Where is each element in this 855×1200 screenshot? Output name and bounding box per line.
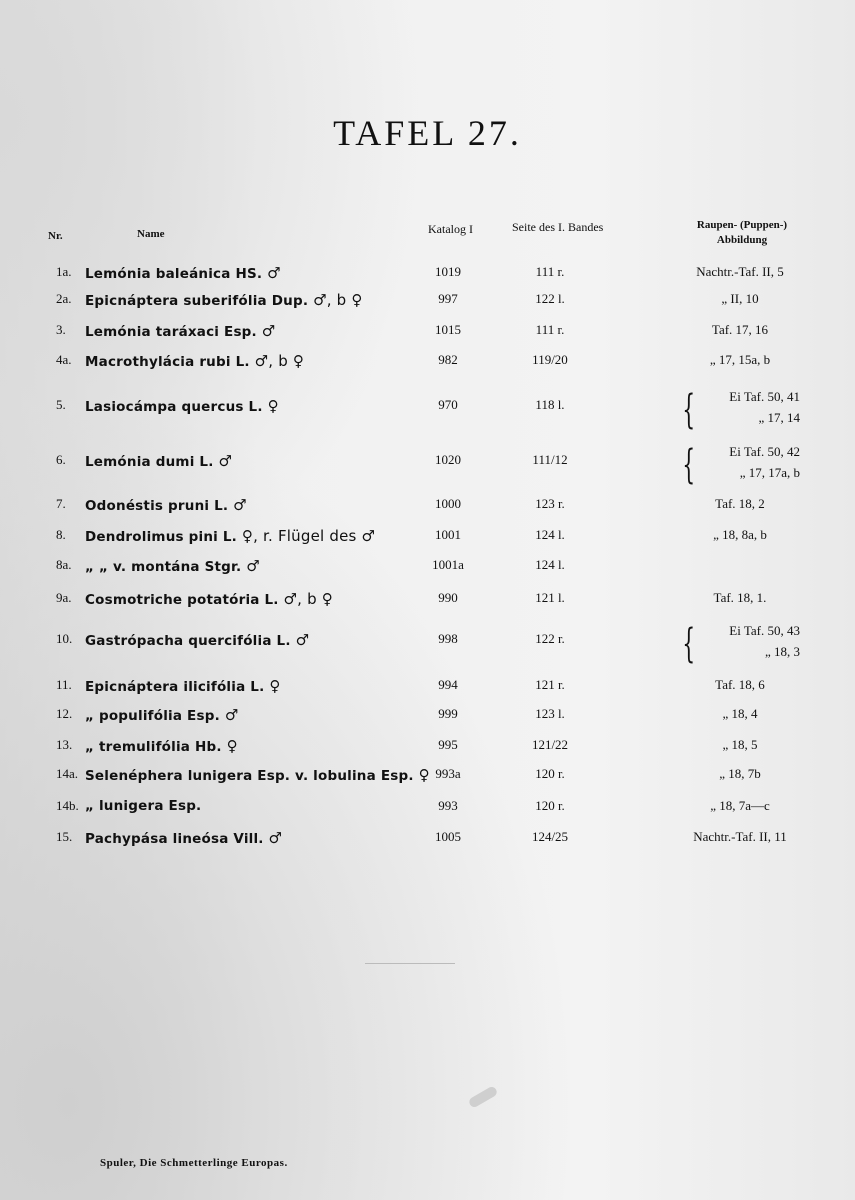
species-name: „ tremulifólia Hb. [85,739,222,755]
sex-symbol: ♂, b ♀ [254,352,305,370]
sex-symbol: ♂ [268,829,283,847]
sex-symbol: ♂ [295,631,310,649]
katalog-number: 993a [435,766,461,781]
page-title: TAFEL 27. [333,113,522,153]
raupen-line1: Ei Taf. 50, 42 [729,444,800,459]
table-row [0,706,855,730]
sex-symbol: ♂ [261,322,276,340]
katalog-number: 993 [438,798,458,813]
seite-reference: 124 l. [535,557,565,572]
row-number: 14b. [56,798,79,813]
sex-symbol: ♂ [246,557,260,575]
row-number: 13. [56,737,73,752]
row-number: 8. [56,527,66,542]
species-name-cell [85,397,279,415]
species-name: Macrothylácia rubi L. [85,354,250,370]
species-name-cell [85,737,238,755]
raupen-reference: „ 18, 8a, b [713,527,767,542]
species-name: „ lunigera Esp. [85,798,202,814]
species-name-cell [85,590,333,608]
row-number: 9a. [56,590,72,605]
species-name-cell [85,352,304,370]
species-name-cell [85,264,281,282]
species-name: Epicnáptera ilicifólia L. [85,679,265,695]
species-name: Lemónia dumi L. [85,454,214,470]
sex-symbol: ♂, b ♀ [313,291,363,309]
footer-citation: Spuler, Die Schmetterlinge Europas. [100,1157,288,1169]
species-name: Lemónia baleánica HS. [85,266,263,282]
seite-reference: 120 r. [535,798,565,813]
species-name: Lasiocámpa quercus L. [85,399,263,415]
sex-symbol: ♀ [418,766,430,784]
sex-symbol: ♂ [233,496,247,514]
table-row [0,264,855,288]
row-number: 8a. [56,557,72,572]
katalog-number: 982 [438,352,458,367]
katalog-number: 1020 [435,452,461,467]
table-row [0,590,855,614]
species-name-cell [85,557,260,575]
table-row [0,322,855,346]
katalog-number: 1000 [435,496,461,511]
table-row [0,387,855,433]
table-row [0,557,855,581]
raupen-reference: „ 17, 15a, b [709,352,771,367]
ink-smudge [468,1085,499,1109]
katalog-number: 999 [438,706,458,721]
raupen-reference: „ II, 10 [721,291,759,306]
raupen-reference: Taf. 18, 6 [715,677,765,692]
species-name-cell [85,677,281,695]
species-name-cell [85,829,282,847]
seite-reference: 121/22 [531,737,569,752]
katalog-number: 998 [438,631,458,646]
sex-symbol: ♀ [269,677,281,695]
row-number: 3. [56,322,66,337]
katalog-number: 1005 [435,829,461,844]
katalog-number: 1001a [432,557,464,572]
header-raupen-line2: Abbildung [716,234,768,246]
species-name: Cosmotriche potatória L. [85,592,279,608]
species-name: Epicnáptera suberifólia Dup. [85,293,309,309]
sex-symbol: ♂ [267,264,281,282]
katalog-number: 997 [438,291,458,306]
seite-reference: 120 r. [535,766,565,781]
species-name-cell [85,798,201,814]
raupen-reference: Nachtr.-Taf. II, 5 [696,264,784,279]
sex-symbol: ♀ [226,737,238,755]
species-name: „ populifólia Esp. [85,708,220,724]
sex-symbol: ♂, b ♀ [283,590,333,608]
row-number: 7. [56,496,66,511]
species-name-cell [85,766,430,784]
raupen-reference: Taf. 18, 2 [715,496,765,511]
species-name: Odonéstis pruni L. [85,498,229,514]
seite-reference: 119/20 [532,352,568,367]
species-name: Pachypása lineósa Vill. [85,831,264,847]
row-number: 5. [56,397,66,412]
species-name-cell [85,631,309,649]
table-row [0,352,855,376]
seite-reference: 122 r. [535,631,565,646]
seite-reference: 123 l. [535,706,565,721]
table-row [0,766,855,790]
species-name-cell [85,452,232,470]
header-nr: Nr. [48,230,63,242]
raupen-reference: „ 18, 7b [719,766,761,781]
seite-reference: 124/25 [531,829,569,844]
species-name-cell [85,527,375,545]
table-row [0,737,855,761]
row-number: 4a. [56,352,72,367]
row-number: 12. [56,706,73,721]
raupen-reference: „ 18, 4 [722,706,758,721]
row-number: 1a. [56,264,72,279]
bracket-brace: { [682,387,696,433]
divider [365,963,455,964]
raupen-line1: Ei Taf. 50, 41 [729,389,800,404]
raupen-line2: „ 17, 17a, b [739,465,800,480]
header-raupen-line1: Raupen- (Puppen-) [696,219,788,231]
row-number: 14a. [56,766,79,781]
seite-reference: 122 l. [535,291,565,306]
species-name: Selenéphera lunigera Esp. v. lobulina Esp. [85,768,414,784]
species-name: Dendrolimus pini L. [85,529,237,545]
table-row [0,798,855,822]
header-seite: Seite des I. Bandes [512,220,604,234]
header-raupen [672,218,812,248]
header-katalog: Katalog I [428,222,473,236]
sex-symbol: ♂ [218,452,233,470]
species-name: Gastrópacha quercifólia L. [85,633,291,649]
table-row [0,829,855,853]
table-row [0,527,855,551]
katalog-number: 990 [438,590,458,605]
raupen-reference: Taf. 18, 1. [713,590,767,605]
seite-reference: 123 r. [535,496,565,511]
table-row [0,677,855,701]
seite-reference: 111 r. [535,264,565,279]
sex-symbol: ♀ [267,397,279,415]
species-name: „ „ v. montána Stgr. [85,559,242,575]
row-number: 11. [56,677,72,692]
raupen-reference: Nachtr.-Taf. II, 11 [693,829,787,844]
raupen-line2: „ 17, 14 [758,410,800,425]
row-number: 2a. [56,291,72,306]
seite-reference: 124 l. [535,527,565,542]
seite-reference: 121 r. [535,677,565,692]
species-name-cell [85,291,363,309]
sex-symbol: ♀, r. Flügel des ♂ [241,527,376,545]
katalog-number: 1001 [435,527,461,542]
header-name: Name [137,228,165,240]
species-name-cell [85,322,275,340]
katalog-number: 1019 [435,264,461,279]
seite-reference: 111 r. [535,322,565,337]
table-row [0,621,855,667]
sex-symbol: ♂ [224,706,239,724]
table-row [0,442,855,488]
katalog-number: 995 [438,737,458,752]
table-row [0,496,855,520]
bracket-brace: { [682,442,696,488]
katalog-number: 1015 [435,322,461,337]
row-number: 6. [56,452,66,467]
seite-reference: 111/12 [532,452,568,467]
table-row [0,291,855,315]
katalog-number: 970 [438,397,458,412]
seite-reference: 121 l. [535,590,565,605]
bracket-brace: { [682,621,696,667]
seite-reference: 118 l. [535,397,565,412]
raupen-line1: Ei Taf. 50, 43 [729,623,800,638]
row-number: 15. [56,829,73,844]
raupen-reference: „ 18, 5 [722,737,758,752]
species-name-cell [85,496,247,514]
raupen-reference: Taf. 17, 16 [711,322,769,337]
row-number: 10. [56,631,73,646]
raupen-reference: „ 18, 7a—c [710,798,770,813]
raupen-line2: „ 18, 3 [764,644,800,659]
species-name: Lemónia taráxaci Esp. [85,324,257,340]
katalog-number: 994 [438,677,458,692]
species-name-cell [85,706,238,724]
